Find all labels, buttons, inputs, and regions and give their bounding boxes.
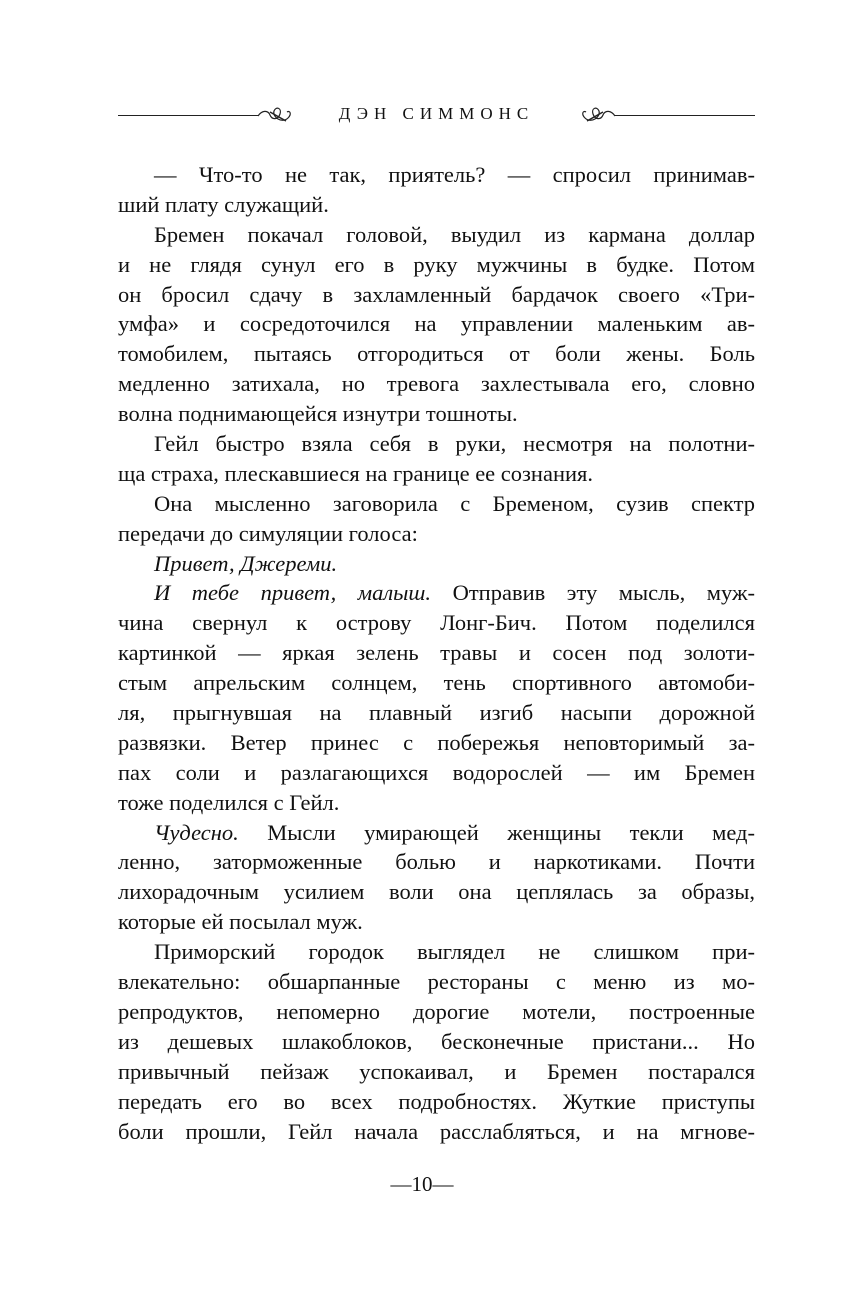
running-header (118, 102, 755, 128)
line-text: репродуктов, непомерно дорогие мотели, построенные (118, 998, 755, 1024)
text-line (118, 788, 755, 818)
line-text: он бросил сдачу в захламленный бардачок своего «Три- (118, 281, 755, 307)
text-line (118, 549, 755, 579)
line-text: умфа» и сосредоточился на управлении маленьким ав- (118, 311, 755, 337)
header-rule-right (615, 115, 755, 116)
page-number: —10— (390, 1172, 454, 1196)
text-line (118, 668, 755, 698)
line-text: развязки. Ветер принес с побережья неповторимый за- (118, 729, 755, 755)
flourish-ornament-icon (577, 104, 617, 126)
text-line (118, 967, 755, 997)
text-line (118, 937, 755, 967)
line-text: тоже поделился с Гейл. (118, 789, 340, 815)
line-text: Приморский городок выглядел не слишком при- (154, 939, 755, 965)
text-line (118, 429, 755, 459)
line-text: которые ей посылал муж. (118, 909, 363, 935)
line-text: лихорадочным усилием воли она цеплялась за образы, (118, 879, 755, 905)
text-line (118, 847, 755, 877)
line-text: и не глядя сунул его в руку мужчины в будке. Потом (118, 251, 755, 277)
text-line (118, 698, 755, 728)
paragraph (118, 578, 755, 817)
text-line (118, 818, 755, 848)
line-text: Отправив эту мысль, муж- (431, 580, 756, 606)
text-line (118, 1027, 755, 1057)
line-text: передачи до симуляции голоса: (118, 520, 418, 546)
line-text: боли прошли, Гейл начала расслабляться, и на мгнове- (118, 1118, 755, 1144)
line-text: — Что-то не так, приятель? — спросил принимав- (154, 162, 755, 187)
text-line (118, 459, 755, 489)
line-text: передать его во всех подробностях. Жуткие приступы (118, 1088, 755, 1114)
line-text: ща страха, плескавшиеся на границе ее сознания. (118, 460, 593, 486)
paragraph (118, 818, 755, 938)
line-text: пах соли и разлагающихся водорослей — им Бремен (118, 759, 755, 785)
line-text: волна поднимающейся изнутри тошноты. (118, 401, 518, 427)
line-text: влекательно: обшарпанные рестораны с меню из мо- (118, 969, 755, 995)
text-line (118, 758, 755, 788)
line-text: из дешевых шлакоблоков, бесконечные пристани... Но (118, 1028, 755, 1054)
line-text: ленно, заторможенные болью и наркотиками. Почти (118, 849, 755, 875)
text-line (118, 280, 755, 310)
text-line (118, 907, 755, 937)
text-line (118, 608, 755, 638)
paragraph (118, 160, 755, 220)
line-text: ля, прыгнувшая на плавный изгиб насыпи дорожной (118, 700, 755, 726)
text-line (118, 309, 755, 339)
body-text (118, 160, 755, 1146)
line-text: Бремен покачал головой, выудил из кармана доллар (154, 221, 755, 247)
italic-text: Привет, Джереми. (154, 550, 338, 576)
line-text: картинкой — яркая зелень травы и сосен под золоти- (118, 640, 755, 666)
text-line (118, 519, 755, 549)
line-text: томобилем, пытаясь отгородиться от боли жены. Боль (118, 341, 755, 367)
text-line (118, 220, 755, 250)
text-line (118, 1117, 755, 1147)
text-line (118, 997, 755, 1027)
paragraph (118, 429, 755, 489)
text-line (118, 638, 755, 668)
paragraph (118, 489, 755, 549)
text-line (118, 877, 755, 907)
line-text: привычный пейзаж успокаивал, и Бремен постарался (118, 1058, 755, 1084)
paragraph (118, 549, 755, 579)
text-line (118, 399, 755, 429)
line-text: Гейл быстро взяла себя в руки, несмотря на полотни- (154, 431, 755, 457)
italic-text: Чудесно. (154, 819, 239, 845)
text-line (118, 578, 755, 608)
line-text: Она мысленно заговорила с Бременом, сузив спектр (154, 490, 755, 516)
line-text: Мысли умирающей женщины текли мед- (238, 819, 755, 845)
line-text: ший плату служащий. (118, 191, 329, 217)
text-line (118, 1087, 755, 1117)
text-line (118, 250, 755, 280)
text-line (118, 190, 755, 220)
paragraph (118, 937, 755, 1146)
text-line (118, 489, 755, 519)
line-text: стым апрельским солнцем, тень спортивного автомоби- (118, 670, 755, 696)
line-text: чина свернул к острову Лонг-Бич. Потом поделился (118, 610, 755, 636)
text-line (118, 728, 755, 758)
text-line (118, 369, 755, 399)
text-line (118, 339, 755, 369)
running-head-author: ДЭН СИММОНС (338, 104, 535, 123)
text-line (118, 160, 755, 190)
text-line (118, 1057, 755, 1087)
paragraph (118, 220, 755, 429)
italic-text: И тебе привет, малыш. (154, 580, 432, 606)
line-text: медленно затихала, но тревога захлестывала его, словно (118, 371, 755, 397)
